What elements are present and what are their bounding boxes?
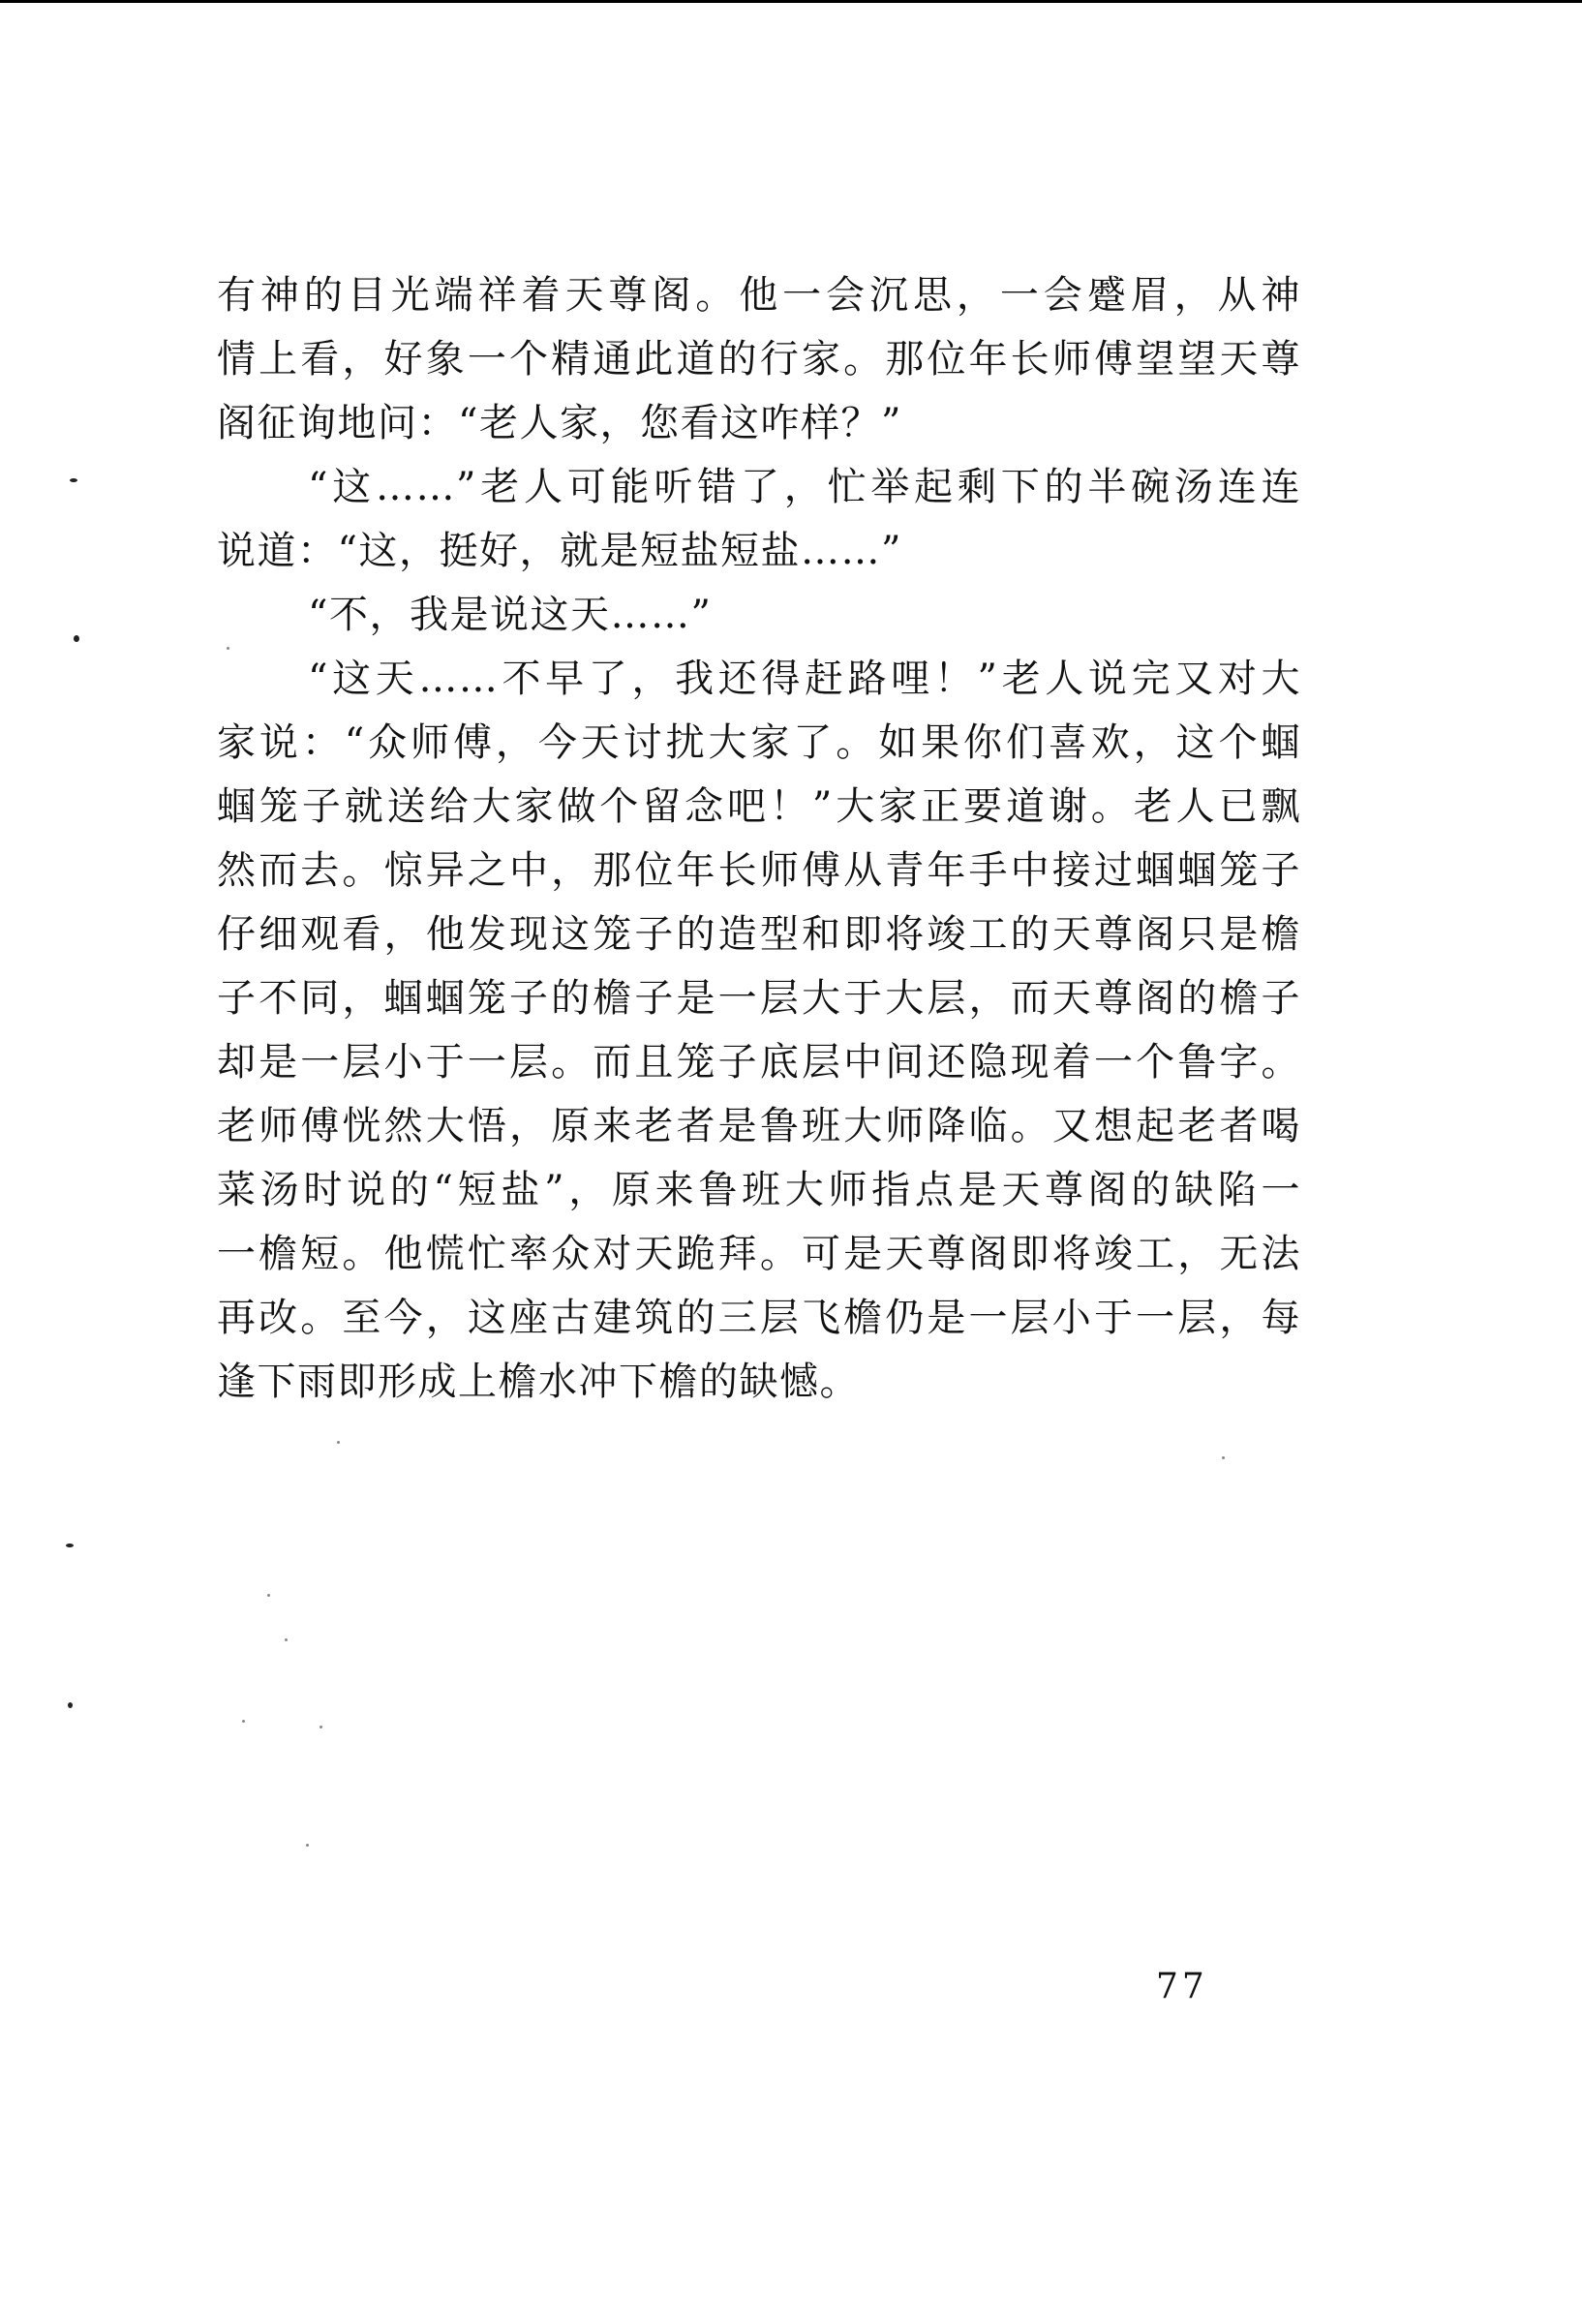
text-line: “这天……不早了，我还得赶路哩！”老人说完又对大 xyxy=(308,657,1301,701)
text-line: “这……”老人可能听错了，忙举起剩下的半碗汤连连 xyxy=(308,465,1301,509)
text-line: 然而去。惊异之中，那位年长师傅从青年手中接过蝈蝈笼子 xyxy=(217,848,1301,893)
text-line: 蝈笼子就送给大家做个留念吧！”大家正要道谢。老人已飘 xyxy=(217,784,1301,829)
text-line: 一檐短。他慌忙率众对天跪拜。可是天尊阁即将竣工，无法 xyxy=(217,1232,1301,1276)
text-line: 说道：“这，挺好，就是短盐短盐……” xyxy=(217,529,902,573)
text-line: 仔细观看，他发现这笼子的造型和即将竣工的天尊阁只是檐 xyxy=(217,912,1301,957)
scan-speck xyxy=(285,1638,288,1641)
scan-speck xyxy=(319,1726,322,1728)
scan-speck xyxy=(306,1844,309,1847)
scan-speck xyxy=(242,1720,245,1723)
scan-speck xyxy=(70,478,77,482)
scan-speck xyxy=(74,635,79,642)
text-line: 情上看，好象一个精通此道的行家。那位年长师傅望望天尊 xyxy=(217,337,1301,382)
text-line: 阁征询地问：“老人家，您看这咋样？” xyxy=(217,401,902,445)
text-line: “不，我是说这天……” xyxy=(308,593,713,637)
text-line: 菜汤时说的“短盐”，原来鲁班大师指点是天尊阁的缺陷一 xyxy=(217,1168,1301,1212)
text-line: 再改。至今，这座古建筑的三层飞檐仍是一层小于一层，每 xyxy=(217,1296,1301,1340)
scan-speck xyxy=(337,1441,340,1444)
text-line: 却是一层小于一层。而且笼子底层中间还隐现着一个鲁字。 xyxy=(217,1040,1301,1085)
scan-speck xyxy=(1222,1456,1225,1459)
text-line: 逢下雨即形成上檐水冲下檐的缺憾。 xyxy=(217,1360,860,1404)
scan-speck xyxy=(267,1594,270,1597)
text-line: 有神的目光端祥着天尊阁。他一会沉思，一会蹙眉，从神 xyxy=(217,273,1301,318)
scan-speck xyxy=(68,1702,73,1708)
text-line: 家说：“众师傅，今天讨扰大家了。如果你们喜欢，这个蝈 xyxy=(217,720,1301,765)
page-number: 77 xyxy=(1156,1967,1208,2006)
text-line: 老师傅恍然大悟，原来老者是鲁班大师降临。又想起老者喝 xyxy=(217,1104,1301,1148)
text-line: 子不同，蝈蝈笼子的檐子是一层大于大层，而天尊阁的檐子 xyxy=(217,976,1301,1021)
top-border-rule xyxy=(0,0,1582,3)
scan-speck xyxy=(66,1544,74,1547)
body-text xyxy=(217,263,1301,1414)
